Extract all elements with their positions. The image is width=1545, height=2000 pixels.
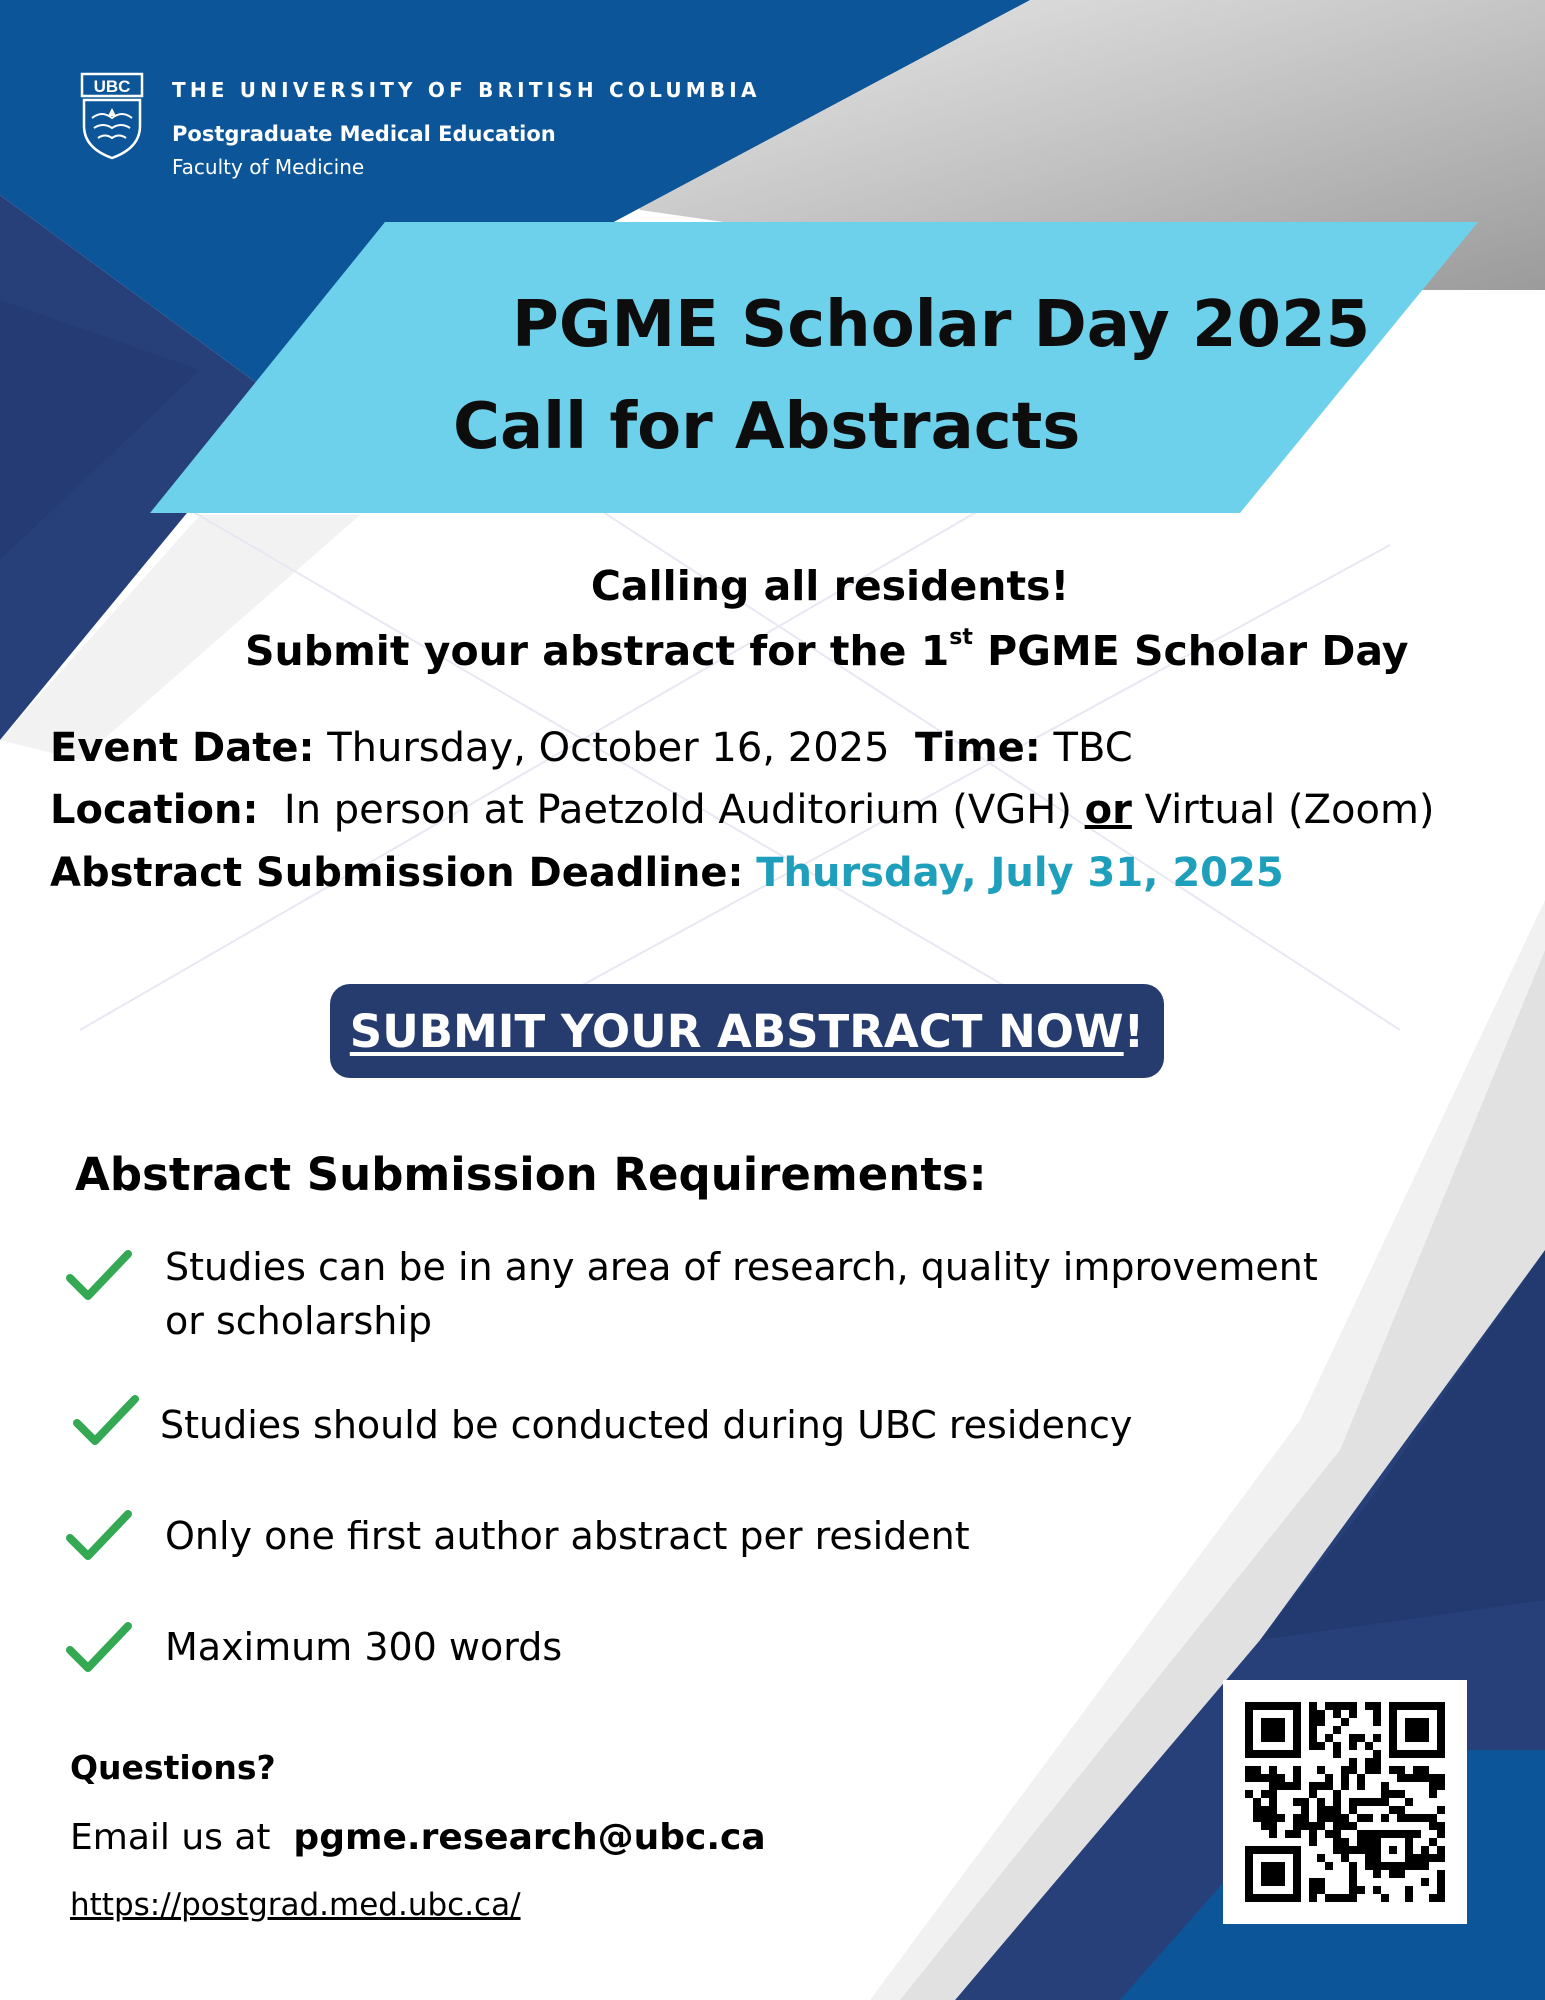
check-icon — [66, 1248, 132, 1304]
ubc-crest-logo — [80, 72, 144, 160]
deadline-label: Abstract Submission Deadline: — [50, 850, 744, 896]
check-icon — [73, 1393, 139, 1449]
requirement-item: Studies can be in any area of research, quality improvement or scholarship — [165, 1245, 1318, 1343]
website-link[interactable]: https://postgrad.med.ubc.ca/ — [70, 1887, 521, 1923]
submit-abstract-link[interactable]: SUBMIT YOUR ABSTRACT NOW — [349, 1004, 1124, 1058]
deadline-value: Thursday, July 31, 2025 — [756, 850, 1284, 896]
intro-subheading: Submit your abstract for the 1st PGME Scholar Day — [245, 625, 1409, 675]
check-icon — [66, 1620, 132, 1676]
intro-heading: Calling all residents! — [590, 562, 1070, 610]
email-link[interactable]: pgme.research@ubc.ca — [293, 1817, 766, 1858]
faculty-name: Faculty of Medicine — [172, 155, 365, 179]
location-or: or — [1084, 787, 1132, 833]
requirement-item: Studies should be conducted during UBC residency — [160, 1403, 1133, 1447]
time-value: TBC — [1040, 725, 1133, 771]
deadline-line — [50, 850, 1284, 896]
svg-text:UBC: UBC — [93, 77, 131, 96]
requirement-item: Maximum 300 words — [165, 1625, 563, 1669]
requirements-heading: Abstract Submission Requirements: — [75, 1148, 987, 1201]
time-label: Time: — [915, 725, 1041, 771]
event-title: PGME Scholar Day 2025 — [512, 288, 1371, 362]
university-name: THE UNIVERSITY OF BRITISH COLUMBIA — [172, 78, 761, 102]
qr-code[interactable] — [1223, 1680, 1467, 1924]
location-label: Location: — [50, 787, 259, 833]
location-line — [50, 787, 1435, 833]
questions-heading: Questions? — [70, 1748, 276, 1787]
event-date-line — [50, 725, 1133, 771]
submit-abstract-button[interactable]: SUBMIT YOUR ABSTRACT NOW ! — [330, 984, 1164, 1078]
check-icon — [66, 1508, 132, 1564]
event-date-label: Event Date: — [50, 725, 315, 771]
requirement-item: Only one first author abstract per resident — [165, 1514, 970, 1558]
email-line: Email us at pgme.research@ubc.ca — [70, 1817, 766, 1858]
location-virtual: Virtual (Zoom) — [1131, 787, 1435, 833]
unit-name: Postgraduate Medical Education — [172, 122, 556, 146]
event-subtitle: Call for Abstracts — [453, 390, 1081, 464]
location-value: In person at Paetzold Auditorium (VGH) — [283, 787, 1085, 833]
event-date-value: Thursday, October 16, 2025 — [314, 725, 890, 771]
qr-code-icon — [1245, 1702, 1445, 1902]
